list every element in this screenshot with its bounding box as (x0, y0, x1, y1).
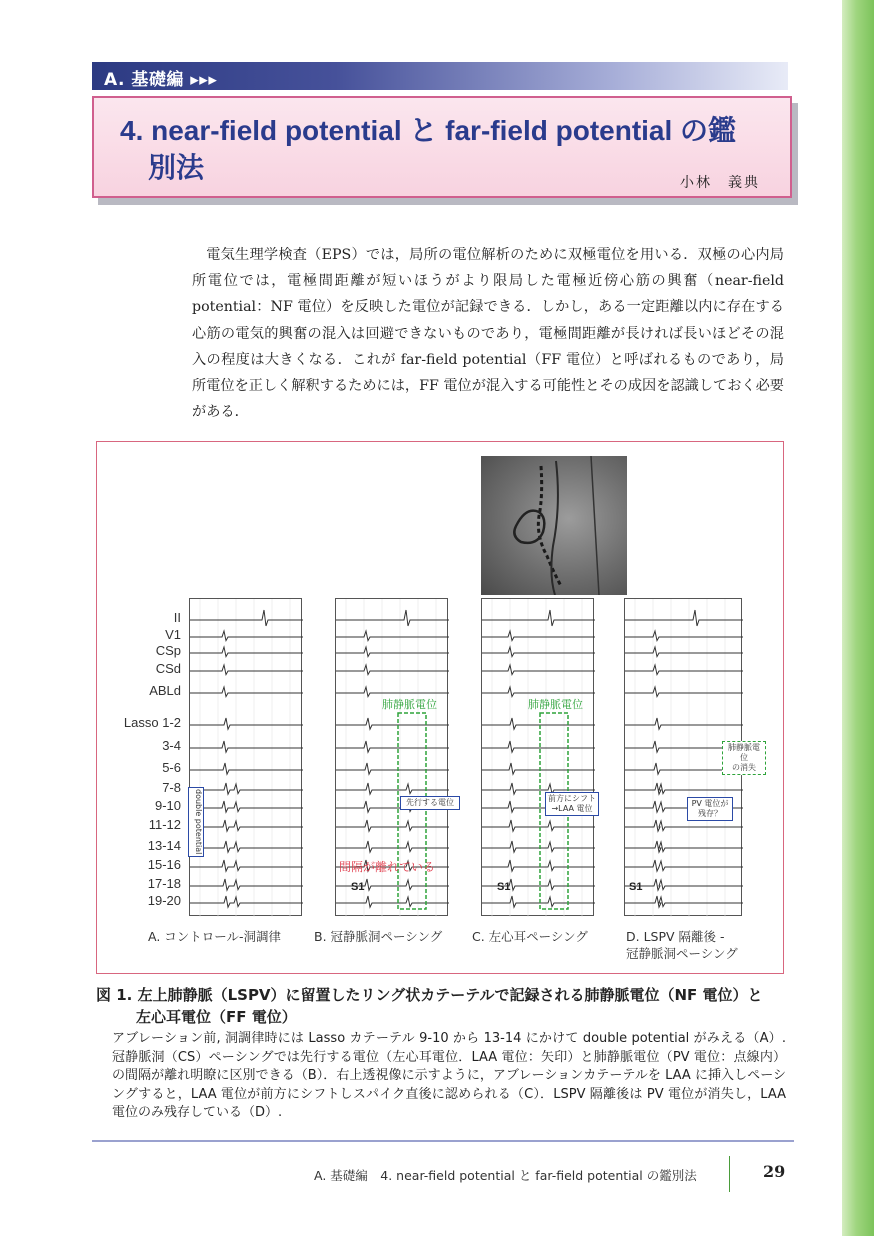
author: 小林 義典 (680, 175, 760, 191)
ecg-trace (190, 741, 303, 752)
title-box (92, 96, 792, 198)
channel-label: 11-12 (148, 817, 181, 832)
ecg-trace (336, 718, 449, 729)
page-number: 29 (763, 1162, 786, 1181)
panel-caption-b: B. 冠静脈洞ペーシング (314, 929, 443, 944)
ecg-trace (482, 647, 595, 657)
interval-label: 間隔が離れている (339, 860, 436, 874)
ecg-trace (482, 820, 595, 831)
annotation-text: 残存？ (698, 809, 722, 818)
figure-description: アブレーション前, 洞調律時には Lasso カテーテル 9-10 から 13-14 にかけて double potential がみえる（A）. 冠静脈洞（CS）ペーシングでは先行する電位（左心耳電位．LAA 電位：矢印）と肺静脈電位（PV 電位：点線内）の間隔が離れ明瞭に区別できる（B）．右上透視像に示すように，アブレーションカテーテルを LAA に挿入しペーシングすると，LAA 電位が前方にシフトしスパイク直後に認められる（C）．LSPV 隔離後は PV 電位が消失し，LAA 電位のみ残存している（D）. (112, 1031, 786, 1120)
ecg-trace (482, 631, 595, 641)
annotation-text: PV 電位が (691, 799, 729, 808)
s1-marker-b: S1 (351, 881, 365, 893)
figure-title-line-2: 左心耳電位（FF 電位） (136, 1008, 297, 1026)
ecg-trace (336, 647, 449, 657)
ecg-trace (336, 763, 449, 774)
ecg-trace (482, 665, 595, 675)
ecg-trace (482, 841, 595, 852)
channel-label: 13-14 (147, 838, 181, 853)
figure-title (96, 984, 786, 1028)
s1-marker-d: S1 (629, 881, 643, 893)
footer-rule (92, 1140, 794, 1142)
ecg-trace (336, 665, 449, 675)
annotation-shift-forward (545, 792, 599, 816)
ecg-trace (190, 631, 303, 641)
ecg-trace (190, 783, 303, 794)
pv-label-b: 肺静脈電位 (382, 698, 437, 711)
channel-label: 3-4 (162, 738, 181, 753)
ecg-trace (336, 741, 449, 752)
panel-c (481, 598, 594, 916)
footer-separator (729, 1156, 730, 1192)
annotation-text: 前方にシフト (548, 794, 596, 803)
ecg-trace (336, 896, 449, 907)
annotation-preceding-potential (400, 796, 460, 810)
channel-label: 17-18 (147, 876, 181, 891)
ecg-trace (482, 763, 595, 774)
ecg-trace (190, 879, 303, 890)
channel-label: 15-16 (147, 857, 181, 872)
side-color-bar (842, 0, 874, 1236)
ecg-trace (190, 665, 303, 675)
ecg-trace (482, 718, 595, 729)
ecg-trace (482, 741, 595, 752)
channel-label: Lasso 1-2 (123, 715, 181, 730)
annotation-text: →LAA 電位 (551, 804, 593, 813)
body-text (192, 242, 784, 425)
ecg-trace (190, 801, 303, 812)
double-potential-box: double potential (188, 787, 204, 857)
pv-label-c: 肺静脈電位 (528, 698, 583, 711)
panel-a (189, 598, 302, 916)
channel-label: II (173, 610, 181, 625)
channel-label: CSd (155, 661, 181, 676)
panel-caption-c: C. 左心耳ペーシング (472, 929, 588, 944)
channel-label: V1 (165, 627, 181, 642)
ecg-trace (482, 610, 595, 626)
ecg-trace (482, 896, 595, 907)
figure-title-line-1: 図 1. 左上肺静脈（LSPV）に留置したリング状カテーテルで記録される肺静脈電位（NF 電位）と (96, 986, 763, 1004)
channel-label: 9-10 (154, 798, 181, 813)
s1-marker-c: S1 (497, 881, 511, 893)
ecg-trace (336, 841, 449, 852)
ecg-trace (190, 647, 303, 657)
channel-label: CSp (155, 643, 181, 658)
ecg-trace (482, 860, 595, 871)
ecg-trace (336, 610, 449, 626)
ecg-trace (190, 860, 303, 871)
title-line-2: 別法 (148, 152, 205, 183)
ecg-trace (190, 841, 303, 852)
article-title (120, 112, 760, 186)
channel-label: 19-20 (147, 893, 181, 908)
annotation-pv-remaining (687, 797, 733, 821)
body-paragraph: 電気生理学検査（EPS）では，局所の電位解析のために双極電位を用いる．双極の心内局所電位では，電極間距離が短いほうがより限局した電極近傍心筋の興奮（near-field potential：NF 電位）を反映した電位が記録できる．しかし，ある一定距離以内に存在する心筋の電気的興奮の混入は回避できないものであり，電極間距離が長ければ長いほどその混入の程度は大きくなる．これが far-field potential（FF 電位）と呼ばれるものであり，局所電位を正しく解釈するためには，FF 電位が混入する可能性とその成因を認識しておく必要がある． (192, 247, 784, 421)
channel-label: 5-6 (162, 760, 181, 775)
ecg-trace (190, 610, 303, 626)
section-header (92, 62, 788, 90)
ecg-trace (336, 783, 449, 794)
panel-caption-a: A. コントロール-洞調律 (148, 929, 282, 944)
annotation-text: 先行する電位 (406, 798, 454, 807)
annotation-text: 肺静脈電位 (728, 743, 760, 762)
running-footer: A. 基礎編 4. near-field potential と far-field potential の鑑別法 (314, 1168, 697, 1183)
ecg-trace (190, 896, 303, 907)
ecg-trace (336, 820, 449, 831)
ecg-trace (190, 820, 303, 831)
section-label: A. 基礎編 ▸▸▸ (104, 70, 218, 90)
channel-label: 7-8 (162, 780, 181, 795)
pv-dashed-box (398, 713, 426, 909)
ecg-trace (190, 718, 303, 729)
annotation-pv-lost (722, 741, 766, 775)
figure-caption (96, 984, 786, 1123)
title-line-1: 4. near-field potential と far-field potential の鑑 (120, 115, 737, 146)
panel-caption-d-line2: 冠静脈洞ペーシング (626, 946, 738, 961)
panel-caption-d: D. LSPV 隔離後 - (626, 929, 725, 944)
ecg-trace (336, 631, 449, 641)
fluoroscopy-image (481, 456, 627, 595)
ecg-trace (190, 687, 303, 697)
ecg-trace (190, 763, 303, 774)
annotation-text: の消失 (732, 763, 756, 772)
channel-label: ABLd (149, 683, 181, 698)
